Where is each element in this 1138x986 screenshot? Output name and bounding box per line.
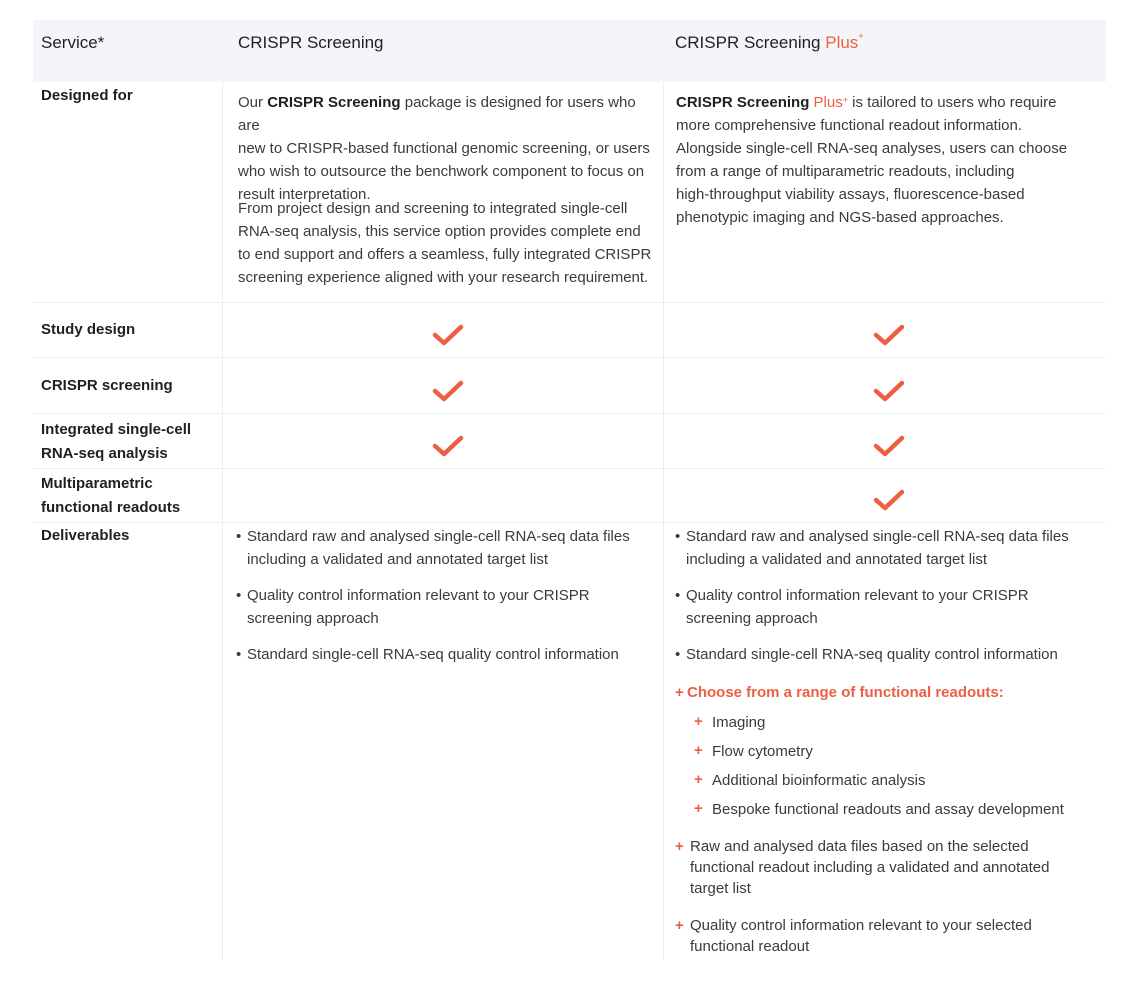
- designed-col1-para1: [238, 91, 658, 206]
- text: high-throughput viability assays, fluorescence-based: [676, 186, 1025, 203]
- text: Quality control information relevant to your selected: [690, 917, 1032, 934]
- deliverable-col1-item1: [236, 525, 657, 571]
- row-label-integrated: [41, 418, 191, 466]
- row-label-multi-line1: Multiparametric: [41, 475, 153, 492]
- text-sup: +: [842, 95, 848, 105]
- plus-icon: +: [694, 800, 703, 817]
- text: RNA-seq analysis, this service option provides complete end: [238, 223, 641, 240]
- bullet: •: [675, 528, 681, 545]
- text: from a range of multiparametric readouts, including: [676, 163, 1015, 180]
- deliverable-col2-item1: [675, 525, 1101, 571]
- deliverable-col1-item2: [236, 584, 657, 630]
- check-icon: [432, 323, 464, 347]
- column-divider-2: [663, 82, 664, 960]
- check-icon: [432, 434, 464, 458]
- designed-col1-para2: [238, 197, 658, 289]
- text-plus: Plus: [813, 94, 843, 111]
- check-icon: [873, 323, 905, 347]
- deliverable-col2-item2: [675, 584, 1101, 630]
- text: Quality control information relevant to your CRISPR: [247, 587, 590, 604]
- row-label-multi-line2: functional readouts: [41, 499, 181, 516]
- plus-icon: +: [694, 713, 703, 730]
- check-icon: [873, 379, 905, 403]
- text: Standard single-cell RNA-seq quality control information: [247, 646, 619, 663]
- text: result interpretation.: [238, 186, 371, 203]
- readouts-title: Choose from a range of functional readouts:: [687, 684, 1004, 701]
- row-divider: [33, 468, 1106, 469]
- text: including a validated and annotated target list: [686, 551, 988, 568]
- row-label-crispr-screening: CRISPR screening: [41, 377, 173, 394]
- text: including a validated and annotated target list: [247, 551, 549, 568]
- check-icon: [873, 488, 905, 512]
- text: to end support and offers a seamless, fully integrated CRISPR: [238, 246, 652, 263]
- text: Standard raw and analysed single-cell RNA-seq data files: [686, 528, 1069, 545]
- bullet: •: [236, 587, 242, 604]
- table-header: [33, 20, 1106, 82]
- header-plus-word: Plus: [825, 33, 859, 52]
- readout-item: Imaging: [712, 714, 766, 731]
- row-label-designed-for: Designed for: [41, 87, 133, 104]
- text-bold: CRISPR Screening: [267, 94, 401, 111]
- plus-icon: +: [694, 742, 703, 759]
- text: Standard single-cell RNA-seq quality control information: [686, 646, 1058, 663]
- row-divider: [33, 302, 1106, 303]
- text: target list: [690, 880, 751, 897]
- row-label-deliverables: Deliverables: [41, 527, 130, 544]
- text: more comprehensive functional readout information.: [676, 117, 1023, 134]
- text: screening approach: [686, 610, 818, 627]
- readout-item: Bespoke functional readouts and assay development: [712, 801, 1064, 818]
- text: Standard raw and analysed single-cell RNA-seq data files: [247, 528, 630, 545]
- deliverable-col2-plus1: [690, 836, 1100, 899]
- text: From project design and screening to integrated single-cell: [238, 200, 628, 217]
- row-label-integrated-line2: RNA-seq analysis: [41, 445, 168, 462]
- text: Our: [238, 94, 268, 111]
- text: who wish to outsource the benchwork component to focus on: [238, 163, 645, 180]
- designed-col2-para: [676, 91, 1096, 229]
- bullet: •: [675, 587, 681, 604]
- plus-icon: +: [675, 838, 684, 855]
- row-label-multiparametric: [41, 472, 180, 520]
- bullet: •: [675, 646, 681, 663]
- text: functional readout: [690, 938, 810, 955]
- row-divider: [33, 413, 1106, 414]
- header-crispr-screening: CRISPR Screening: [238, 33, 384, 52]
- text: Raw and analysed data files based on the selected: [690, 838, 1029, 855]
- check-icon: [873, 434, 905, 458]
- row-divider: [33, 357, 1106, 358]
- row-label-integrated-line1: Integrated single-cell: [41, 421, 192, 438]
- plus-icon: +: [675, 684, 684, 701]
- header-crispr-screening-plus: [675, 33, 864, 53]
- column-divider-1: [222, 82, 223, 960]
- header-service: Service*: [41, 33, 105, 52]
- header-plus-sup: +: [858, 31, 864, 41]
- text: package is designed for users who are: [238, 94, 636, 134]
- text: functional readout including a validated and annotated: [690, 859, 1050, 876]
- readout-item: Additional bioinformatic analysis: [712, 772, 926, 789]
- text: Quality control information relevant to your CRISPR: [686, 587, 1029, 604]
- deliverable-col2-plus2: [690, 915, 1100, 957]
- text: screening experience aligned with your research requirement.: [238, 269, 649, 286]
- plus-icon: +: [675, 917, 684, 934]
- readout-item: Flow cytometry: [712, 743, 813, 760]
- deliverable-col1-item3: [236, 643, 657, 666]
- bullet: •: [236, 528, 242, 545]
- text: Alongside single-cell RNA-seq analyses, users can choose: [676, 140, 1068, 157]
- bullet: •: [236, 646, 242, 663]
- deliverable-col2-item3: [675, 643, 1101, 666]
- plus-icon: +: [694, 771, 703, 788]
- text: new to CRISPR-based functional genomic screening, or users: [238, 140, 650, 157]
- text: phenotypic imaging and NGS-based approaches.: [676, 209, 1004, 226]
- row-divider: [33, 522, 1106, 523]
- check-icon: [432, 379, 464, 403]
- header-plus-main: CRISPR Screening: [675, 33, 826, 52]
- text: is tailored to users who require: [848, 94, 1057, 111]
- text-bold: CRISPR Screening: [676, 94, 814, 111]
- row-label-study-design: Study design: [41, 321, 136, 338]
- text: screening approach: [247, 610, 379, 627]
